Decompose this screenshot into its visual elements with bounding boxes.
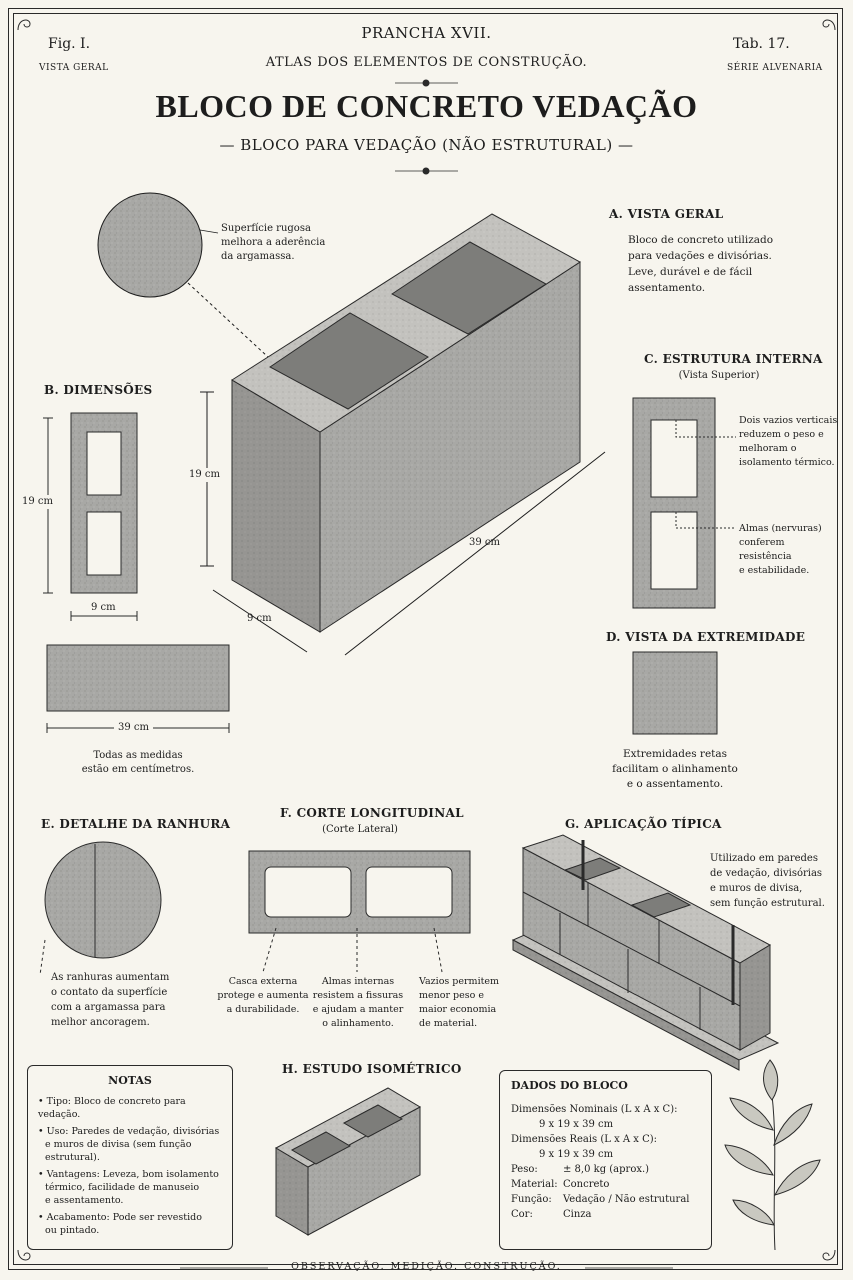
section-c-title: C. ESTRUTURA INTERNA — [644, 352, 823, 366]
dados-nominais-value: 9 x 19 x 39 cm — [539, 1119, 614, 1130]
plant-illustration-icon — [725, 1060, 820, 1250]
notes-item: • Vantagens: Leveza, bom isolamento térmico, facilidade de manuseio e assentamento. — [38, 1169, 219, 1206]
notes-box — [27, 1065, 233, 1250]
b-dim-height: 19 cm — [22, 496, 53, 507]
b-dim-length: 39 cm — [114, 721, 153, 735]
footer-motto: OBSERVAÇÃO. MEDIÇÃO. CONSTRUÇÃO. — [291, 1261, 562, 1272]
fig-label: Fig. I. — [48, 36, 91, 52]
section-e-title: E. DETALHE DA RANHURA — [41, 817, 231, 831]
dados-nominais-label: Dimensões Nominais (L x A x C): — [511, 1104, 678, 1115]
tab-sublabel: SÉRIE ALVENARIA — [727, 63, 823, 73]
dados-title: DADOS DO BLOCO — [511, 1079, 628, 1092]
b-note: Todas as medidas estão em centímetros. — [81, 750, 195, 775]
b-front-elevation — [43, 413, 229, 733]
section-g-title: G. APLICAÇÃO TÍPICA — [565, 817, 722, 831]
section-e-text: As ranhuras aumentam o contato da superfície com a argamassa para melhor ancoragem. — [51, 972, 170, 1028]
section-c-subtitle: (Vista Superior) — [678, 370, 760, 381]
section-h-title: H. ESTUDO ISOMÉTRICO — [282, 1062, 462, 1076]
section-d-title: D. VISTA DA EXTREMIDADE — [606, 630, 806, 644]
main-dim-width: 9 cm — [247, 613, 272, 624]
main-dim-length: 39 cm — [469, 537, 500, 548]
f-label-voids: Vazios permitem menor peso e maior economia de material. — [419, 976, 500, 1029]
section-g-text: Utilizado em paredes de vedação, divisórias e muros de divisa, sem função estrutural. — [710, 853, 825, 909]
section-f-title: F. CORTE LONGITUDINAL — [280, 806, 464, 820]
notes-item: • Acabamento: Pode ser revestido ou pintado. — [38, 1212, 202, 1236]
dados-reais-label: Dimensões Reais (L x A x C): — [511, 1134, 658, 1145]
notes-item: • Tipo: Bloco de concreto para vedação. — [38, 1096, 186, 1120]
e-groove-detail — [40, 842, 161, 975]
main-block-illustration — [232, 214, 580, 632]
page-title: BLOCO DE CONCRETO VEDAÇÃO — [155, 88, 698, 124]
dados-reais-value: 9 x 19 x 39 cm — [539, 1149, 614, 1160]
fig-sublabel: VISTA GERAL — [39, 63, 109, 73]
dados-row-color: Cor: Cinza — [511, 1209, 592, 1220]
c-top-view — [633, 398, 736, 608]
c-note-voids: Dois vazios verticais reduzem o peso e melhoram o isolamento térmico. — [739, 415, 838, 468]
section-a-title: A. VISTA GERAL — [609, 207, 724, 221]
dados-row-material: Material: Concreto — [511, 1179, 610, 1190]
section-b-title: B. DIMENSÕES — [44, 383, 153, 397]
c-note-webs: Almas (nervuras) conferem resistência e estabilidade. — [739, 523, 822, 576]
h-isometric-block — [276, 1088, 420, 1235]
dados-box — [499, 1070, 712, 1250]
section-a-text: Bloco de concreto utilizado para vedações e divisórias. Leve, durável e de fácil assentamento. — [628, 234, 774, 294]
surface-callout — [98, 193, 268, 357]
notes-item: • Uso: Paredes de vedação, divisórias e muros de divisa (sem função estrutural). — [38, 1126, 220, 1163]
b-dim-width: 9 cm — [91, 602, 116, 613]
page-subtitle: — BLOCO PARA VEDAÇÃO (NÃO ESTRUTURAL) — — [219, 136, 634, 154]
section-d-text: Extremidades retas facilitam o alinhamento e o assentamento. — [612, 748, 738, 790]
plate-number: PRANCHA XVII. — [361, 24, 492, 42]
f-longitudinal-section — [249, 851, 470, 972]
f-label-shell: Casca externa protege e aumenta a durabilidade. — [217, 976, 309, 1015]
section-f-subtitle: (Corte Lateral) — [322, 824, 398, 835]
f-label-webs: Almas internas resistem a fissuras e ajudam a manter o alinhamento. — [312, 976, 404, 1029]
main-dim-height: 19 cm — [189, 469, 220, 480]
dados-row-function: Função: Vedação / Não estrutural — [511, 1194, 690, 1205]
surface-callout-text: Superfície rugosa melhora a aderência da argamassa. — [221, 223, 326, 262]
dados-row-weight: Peso: ± 8,0 kg (aprox.) — [511, 1164, 650, 1175]
atlas-title: ATLAS DOS ELEMENTOS DE CONSTRUÇÃO. — [265, 55, 588, 70]
tab-label: Tab. 17. — [733, 36, 790, 52]
notes-title: NOTAS — [108, 1074, 152, 1087]
d-end-view — [633, 652, 717, 734]
